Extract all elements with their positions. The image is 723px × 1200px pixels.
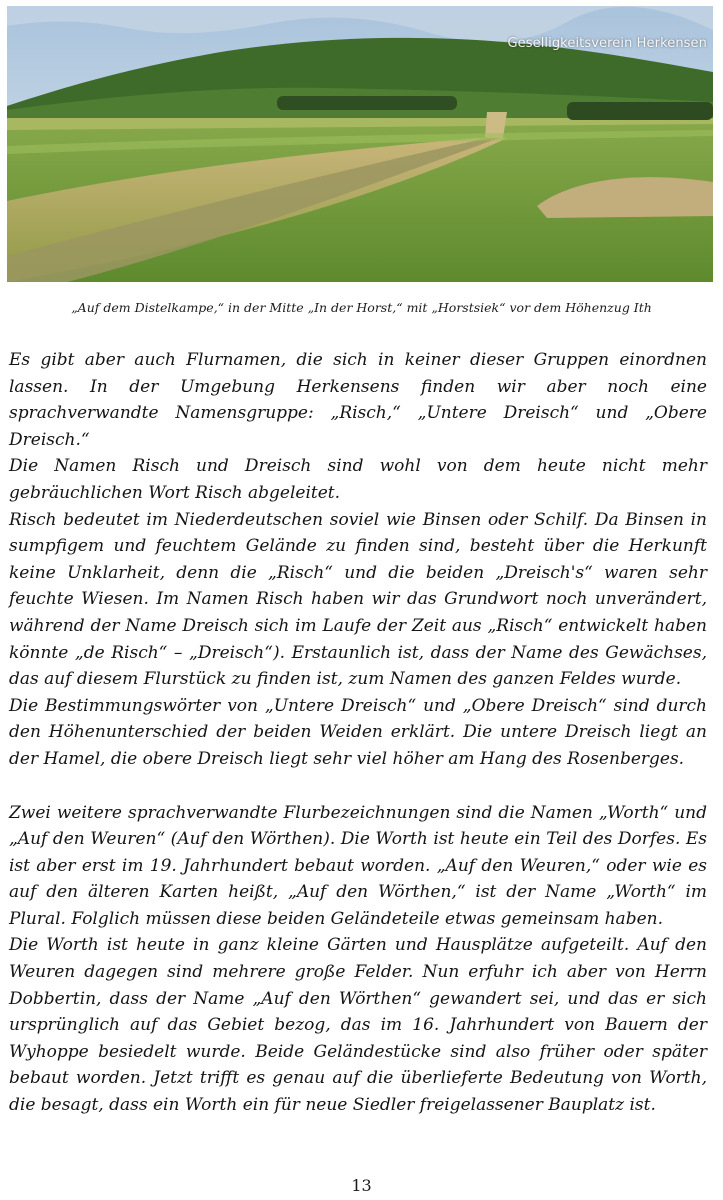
paragraph: Die Bestimmungswörter von „Untere Dreisch“ und „Obere Dreisch“ sind durch den Höhenunterschied der beiden Weiden erklärt. Die untere Dreisch liegt an der Hamel, die obere Dreisch liegt sehr viel höher am Hang des Rosenberges. — [9, 695, 707, 769]
paragraph: Es gibt aber auch Flurnamen, die sich in keiner dieser Gruppen einordnen lassen. In der Umgebung Herkensens finden wir aber noch eine sprachverwandte Namensgruppe: „Risch,“ „Untere Dreisch“ und „Obere Dreisch.“ — [9, 350, 707, 450]
paragraph: Zwei weitere sprachverwandte Flurbezeichnungen sind die Namen „Worth“ und „Auf den Weuren“ (Auf den Wörthen). Die Worth ist heute ein Teil des Dorfes. Es ist aber erst im 19. Jahrhundert bebaut worden. „Auf den Weuren,“ oder wie es auf den älteren Karten heißt, „Auf den Wörthen,“ ist der Name „Worth“ im Plural. Folglich müssen diese beiden Geländeteile etwas gemeinsam haben. — [9, 802, 707, 929]
paragraph: Risch bedeutet im Niederdeutschen soviel wie Binsen oder Schilf. Da Binsen in sumpfigem und feuchtem Gelände zu finden sind, besteht über die Herkunft keine Unklarheit, denn die „Risch“ und die beiden „Dreisch's“ waren sehr feuchte Wiesen. Im Namen Risch haben wir das Grundwort noch unverändert, während der Name Dreisch sich im Laufe der Zeit aus „Risch“ entwickelt haben könnte „de Risch“ – „Dreisch“). Erstaunlich ist, dass der Name des Gewächses, das auf diesem Flurstück zu finden ist, zum Namen des ganzen Feldes wurde. — [9, 509, 707, 690]
page-number: 13 — [351, 1176, 372, 1195]
landscape-photo — [7, 6, 713, 282]
photo-watermark: Geselligkeitsverein Herkensen — [507, 36, 707, 51]
paragraph: Die Worth ist heute in ganz kleine Gärten und Hausplätze aufgeteilt. Auf den Weuren dagegen sind mehrere große Felder. Nun erfuhr ich aber von Herrn Dobbertin, dass der Name „Auf den Wörthen“ gewandert sei, und das er sich ursprünglich auf das Gebiet bezog, das im 16. Jahrhundert von Bauern der Wyhoppe besiedelt wurde. Beide Geländestücke sind also früher oder später bebaut worden. Jetzt trifft es genau auf die überlieferte Bedeutung von Worth, die besagt, dass ein Worth ein für neue Siedler freigelassener Bauplatz ist. — [9, 935, 707, 1116]
paragraph-spacer — [9, 773, 707, 800]
paragraph: Die Namen Risch und Dreisch sind wohl von dem heute nicht mehr gebräuchlichen Wort Risch abgeleitet. — [9, 456, 707, 503]
photo-caption: „Auf dem Distelkampe,“ in der Mitte „In der Horst,“ mit „Horstsiek“ vor dem Höhenzug Ith — [71, 300, 652, 315]
body-text — [9, 347, 707, 1119]
